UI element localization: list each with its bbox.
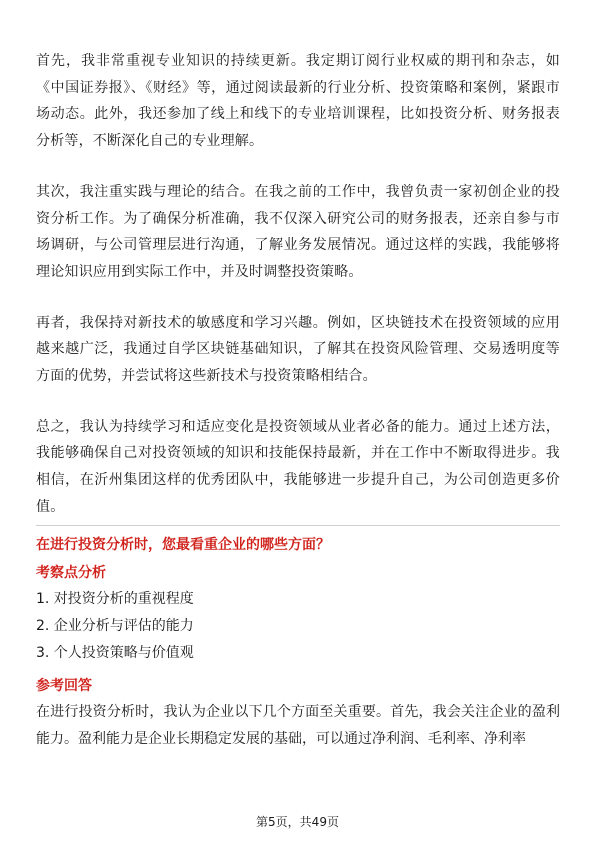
list-item: 2. 企业分析与评估的能力	[36, 617, 194, 634]
section-divider	[36, 525, 560, 526]
reference-answer: 在进行投资分析时，我认为企业以下几个方面至关重要。首先，我会关注企业的盈利能力。盈利能力是企业长期稳定发展的基础，可以通过净利润、毛利率、净利率	[36, 703, 560, 747]
paragraph-2: 其次，我注重实践与理论的结合。在我之前的工作中，我曾负责一家初创企业的投资分析工作。为了确保分析准确，我不仅深入研究公司的财务报表，还亲自参与市场调研，与公司管理层进行沟通，了解业务发展情况。通过这样的实践，我能够将理论知识应用到实际工作中，并及时调整投资策略。	[36, 183, 560, 280]
list-item: 3. 个人投资策略与价值观	[36, 644, 194, 661]
document-page	[36, 48, 560, 753]
page-number: 第5页，共49页	[256, 815, 339, 829]
list-item: 1. 对投资分析的重视程度	[36, 590, 194, 607]
reference-title: 参考回答	[36, 677, 92, 694]
paragraph-1: 首先，我非常重视专业知识的持续更新。我定期订阅行业权威的期刊和杂志，如《中国证券报》、《财经》等，通过阅读最新的行业分析、投资策略和案例，紧跟市场动态。此外，我还参加了线上和线下的专业培训课程，比如投资分析、财务报表分析等，不断深化自己的专业理解。	[36, 53, 560, 150]
question-heading: 在进行投资分析时，您最看重企业的哪些方面？	[36, 536, 330, 553]
analysis-list	[36, 586, 560, 667]
analysis-title: 考察点分析	[36, 564, 106, 581]
paragraph-4: 总之，我认为持续学习和适应变化是投资领域从业者必备的能力。通过上述方法，我能够确保自己对投资领域的知识和技能保持最新，并在工作中不断取得进步。我相信，在沂州集团这样的优秀团队中，我能够进一步提升自己，为公司创造更多价值。	[36, 418, 560, 515]
paragraph-3: 再者，我保持对新技术的敏感度和学习兴趣。例如，区块链技术在投资领域的应用越来越广泛，我通过自学区块链基础知识，了解其在投资风险管理、交易透明度等方面的优势，并尝试将这些新技术与投资策略相结合。	[36, 314, 560, 385]
